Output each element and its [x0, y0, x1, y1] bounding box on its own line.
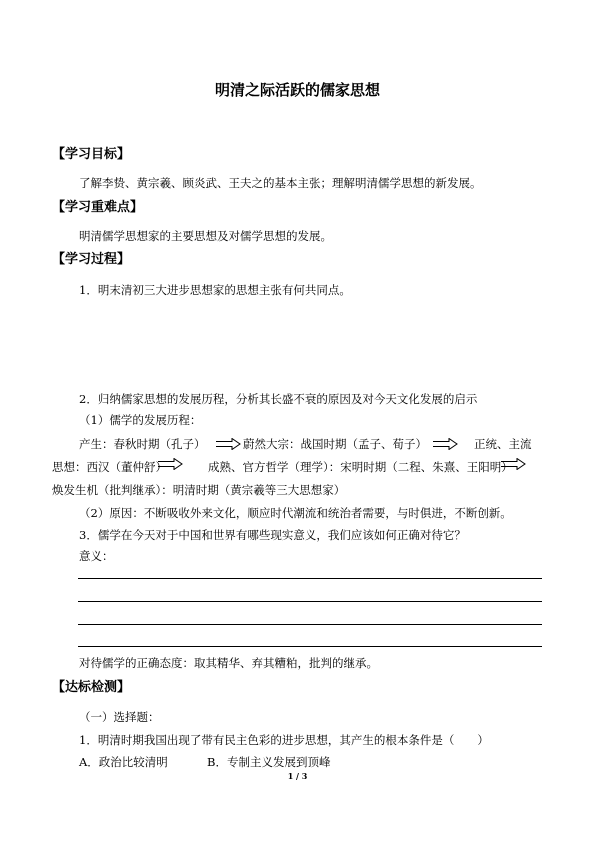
process-heading: 【学习过程】: [52, 252, 131, 267]
test-question-1: 1．明清时期我国出现了带有民主色彩的进步思想，其产生的根本条件是（ ）: [79, 733, 489, 747]
double-arrow-icon: [432, 438, 458, 450]
question-2-part-1: （1）儒学的发展历程：: [79, 413, 202, 427]
history-line-2b: 成熟、官方哲学（理学）：宋明时期（二程、朱熹、王阳明）: [208, 460, 513, 474]
double-arrow-icon: [500, 458, 526, 470]
option-a: A．政治比较清明: [79, 755, 168, 769]
double-arrow-icon: [215, 438, 241, 450]
history-line-3: 焕发生机（批判继承）：明清时期（黄宗羲等三大思想家）: [52, 483, 346, 497]
history-line-1c: 正统、主流: [474, 437, 532, 451]
page-number: 1 / 3: [287, 771, 308, 781]
answer-line: [78, 578, 542, 579]
goal-text: 了解李贽、黄宗羲、顾炎武、王夫之的基本主张；理解明清儒学思想的新发展。: [79, 176, 482, 190]
double-arrow-icon: [157, 458, 183, 470]
attitude-text: 对待儒学的正确态度：取其精华、弃其糟粕，批判的继承。: [79, 656, 378, 670]
key-heading: 【学习重难点】: [52, 200, 144, 215]
question-2-part-2: （2）原因：不断吸收外来文化，顺应时代潮流和统治者需要，与时俱进，不断创新。: [79, 506, 512, 520]
history-line-2a: 思想：西汉（董仲舒）: [52, 460, 167, 474]
question-1: 1．明末清初三大进步思想家的思想主张有何共同点。: [79, 283, 351, 297]
page-title: 明清之际活跃的儒家思想: [214, 81, 380, 99]
history-line-1a: 产生：春秋时期（孔子）: [79, 437, 206, 451]
answer-line: [78, 646, 542, 647]
question-3: 3．儒学在今天对于中国和世界有哪些现实意义，我们应该如何正确对待它？: [79, 528, 466, 542]
test-section-label: （一）选择题：: [79, 710, 160, 724]
goal-heading: 【学习目标】: [52, 147, 131, 162]
answer-line: [78, 601, 542, 602]
question-2: 2．归纳儒家思想的发展历程，分析其长盛不衰的原因及对今天文化发展的启示: [79, 392, 478, 406]
test-heading: 【达标检测】: [52, 680, 131, 695]
meaning-label: 意义：: [79, 549, 114, 563]
history-line-1b: 蔚然大宗：战国时期（孟子、荀子）: [243, 437, 427, 451]
option-b: B．专制主义发展到顶峰: [207, 755, 331, 769]
key-text: 明清儒学思想家的主要思想及对儒学思想的发展。: [79, 229, 332, 243]
answer-line: [78, 624, 542, 625]
